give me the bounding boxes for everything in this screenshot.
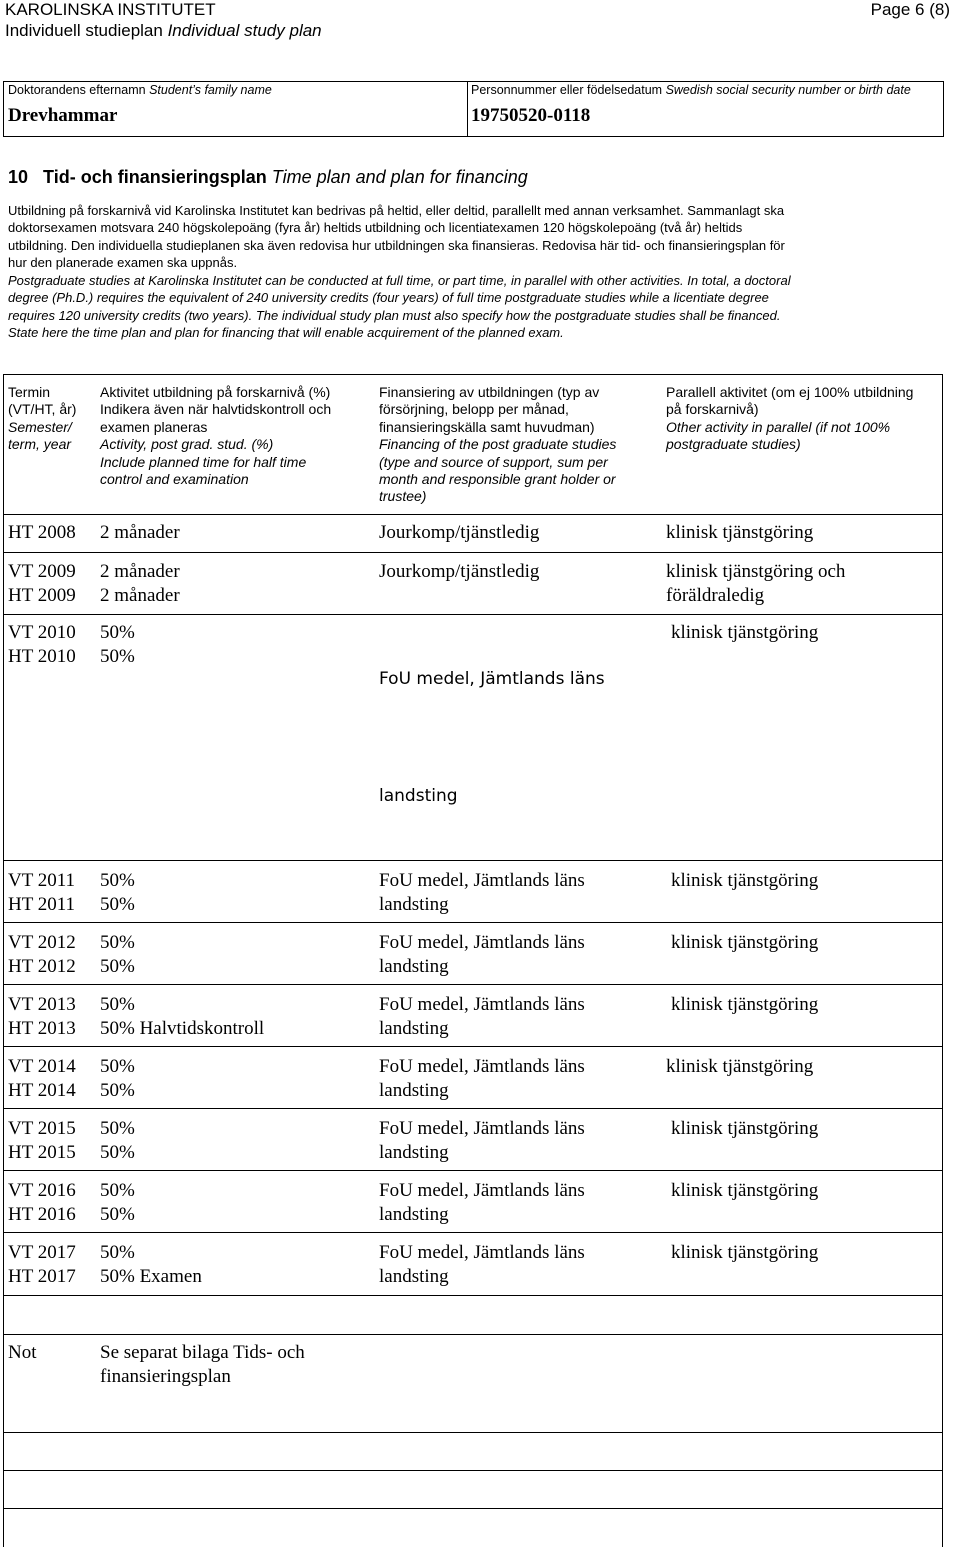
table-rule [3, 922, 942, 923]
column-header-line: Termin [8, 384, 51, 400]
column-header-line: examen planeras [100, 418, 208, 435]
column-header-activity [100, 384, 331, 488]
cell-line: HT 2015 [8, 1142, 76, 1163]
cell-line: VT 2012 [8, 932, 76, 953]
intro-line: hur den planerade examen ska uppnås. [8, 255, 238, 271]
cell-line: FoU medel, Jämtlands läns [379, 1180, 585, 1201]
cell-line: HT 2016 [8, 1204, 76, 1225]
intro-line: requires 120 university credits (two years). The individual study plan must also specify how the postgraduate studies shall be financed. [8, 307, 781, 323]
column-header-line: Include planned time for half time [100, 453, 307, 470]
cell-line: Jourkomp/tjänstledig [379, 561, 540, 582]
cell-line: landsting [379, 1080, 449, 1101]
cell-line: klinisk tjänstgöring [671, 932, 819, 953]
family-name-label: Doktorandens efternamn Student’s family name [8, 83, 272, 97]
cell-line: klinisk tjänstgöring och [666, 561, 846, 582]
cell-line: HT 2010 [8, 646, 76, 667]
table-rule [3, 1334, 942, 1335]
intro-line: doktorsexamen motsvara 240 högskolepoäng (fyra år) heltids utbildning och licentiatexamen 120 högskolepoäng (två år) heltids [8, 220, 743, 236]
cell-line: VT 2013 [8, 994, 76, 1015]
cell-line: VT 2009 [8, 561, 76, 582]
cell-line: HT 2014 [8, 1080, 76, 1101]
table-cell-activity [100, 521, 180, 545]
intro-line: utbildning. Den individuella studieplanen ska även redovisa hur utbildningen ska finansieras. Redovisa här tid- och finansieringsplan för [8, 237, 785, 253]
cell-line: 50% Examen [100, 1266, 202, 1287]
column-header-line: Indikera även när halvtidskontroll och [100, 401, 332, 418]
intro-text-sv [8, 202, 938, 272]
table-cell-financing [379, 1117, 585, 1165]
column-header-term [8, 384, 76, 454]
table-cell-activity [100, 1241, 202, 1289]
cell-line: VT 2011 [8, 870, 76, 891]
column-header-line: Other activity in parallel (if not 100% [666, 418, 891, 435]
note-line: Se separat bilaga Tids- och [100, 1342, 305, 1363]
table-cell-financing [379, 931, 585, 979]
table-rule [3, 1170, 942, 1171]
cell-line: VT 2010 [8, 622, 76, 643]
cell-line: 50% [100, 894, 135, 915]
cell-line: FoU medel, Jämtlands läns [379, 870, 585, 891]
table-cell-activity [100, 1117, 135, 1165]
intro-line: Utbildning på forskarnivå vid Karolinska Institutet kan bedrivas på heltid, eller deltid, parallellt med annan verksamhet. Sammanlagt ska [8, 203, 785, 218]
cell-line: klinisk tjänstgöring [666, 522, 814, 543]
cell-line: FoU medel, Jämtlands läns [379, 1242, 585, 1263]
intro-line: degree (Ph.D.) requires the equivalent of 240 university credits (four years) of full time postgraduate studies while a licentiate degree [8, 290, 769, 306]
table-cell-parallel [666, 560, 845, 608]
table-cell-activity [100, 993, 264, 1041]
table-rule [3, 614, 942, 615]
table-rule [3, 552, 942, 553]
table-cell-activity [100, 869, 135, 917]
pnr-value: 19750520-0118 [471, 105, 591, 126]
cell-line: 2 månader [100, 561, 180, 582]
column-header-line: Activity, post grad. stud. (%) [100, 436, 274, 453]
cell-line: 2 månader [100, 522, 180, 543]
table-cell-activity [100, 560, 180, 608]
cell-line: klinisk tjänstgöring [671, 622, 819, 643]
table-cell-term [8, 931, 76, 979]
column-header-line: Aktivitet utbildning på forskarnivå (%) [100, 384, 331, 400]
table-cell-financing [379, 993, 585, 1041]
cell-line: 50% [100, 956, 135, 977]
table-border [942, 374, 943, 1547]
table-cell-term [8, 1117, 76, 1165]
cell-line: klinisk tjänstgöring [666, 1056, 814, 1077]
cell-line: 2 månader [100, 585, 180, 606]
intro-text-en [8, 272, 938, 342]
column-header-line: Finansiering av utbildningen (typ av [379, 384, 600, 400]
column-header-line: (type and source of support, sum per [379, 453, 608, 470]
cell-line: VT 2016 [8, 1180, 76, 1201]
table-cell-parallel [671, 1241, 818, 1265]
column-header-line: Semester/ [8, 418, 72, 435]
column-header-line: control and examination [100, 471, 249, 488]
cell-line: landsting [379, 1204, 449, 1225]
column-header-financing [379, 384, 616, 506]
table-cell-financing [379, 1055, 585, 1103]
cell-line: Jourkomp/tjänstledig [379, 522, 540, 543]
cell-line: FoU medel, Jämtlands läns [379, 1118, 585, 1139]
cell-line: 50% [100, 1204, 135, 1225]
cell-line: 50% [100, 932, 135, 953]
table-cell-financing: FoU medel, Jämtlands läns [379, 669, 605, 689]
table-rule [3, 860, 942, 861]
cell-line: klinisk tjänstgöring [671, 870, 819, 891]
table-cell-parallel [671, 993, 818, 1017]
table-border [3, 374, 4, 1547]
table-rule [3, 1232, 942, 1233]
cell-line: landsting [379, 1018, 449, 1039]
table-rule [3, 1108, 942, 1109]
cell-line: landsting [379, 1142, 449, 1163]
column-header-line: försörjning, belopp per månad, [379, 401, 569, 418]
cell-line: landsting [379, 1266, 449, 1287]
cell-line: HT 2009 [8, 585, 76, 606]
institution-name: KAROLINSKA INSTITUTET [5, 0, 216, 19]
table-cell-financing [379, 1179, 585, 1227]
column-header-line: på forskarnivå) [666, 401, 759, 418]
cell-line: klinisk tjänstgöring [671, 1242, 819, 1263]
cell-line: klinisk tjänstgöring [671, 994, 819, 1015]
column-header-line: (VT/HT, år) [8, 401, 77, 418]
intro-line: State here the time plan and plan for financing that will enable acquirement of the planned exam. [8, 325, 564, 341]
table-rule [3, 1508, 942, 1509]
cell-line: 50% [100, 1118, 135, 1139]
document-title-en: Individual study plan [167, 21, 322, 40]
cell-line: 50% [100, 646, 135, 667]
table-cell-activity [100, 621, 135, 669]
cell-line: klinisk tjänstgöring [671, 1118, 819, 1139]
cell-line: 50% [100, 622, 135, 643]
table-cell-term [8, 869, 75, 917]
table-rule [3, 1295, 942, 1296]
column-header-line: month and responsible grant holder or [379, 471, 616, 488]
cell-line: VT 2017 [8, 1242, 76, 1263]
table-cell-activity [100, 1055, 135, 1103]
table-cell-parallel [666, 521, 813, 545]
cell-line: 50% [100, 1056, 135, 1077]
cell-line: 50% [100, 994, 135, 1015]
cell-line: VT 2015 [8, 1118, 76, 1139]
cell-line: HT 2012 [8, 956, 76, 977]
cell-line: 50% [100, 870, 135, 891]
page-number: Page 6 (8) [870, 0, 950, 19]
cell-line: 50% [100, 1180, 135, 1201]
cell-line: 50% Halvtidskontroll [100, 1018, 265, 1039]
note-text [100, 1341, 305, 1389]
table-rule [3, 1432, 942, 1433]
table-cell-parallel [666, 1055, 813, 1079]
cell-line: VT 2014 [8, 1056, 76, 1077]
table-cell-financing: landsting [379, 786, 458, 806]
table-cell-financing [379, 869, 585, 917]
cell-line: 50% [100, 1080, 135, 1101]
table-cell-parallel [671, 621, 818, 645]
table-cell-term [8, 1055, 76, 1103]
intro-line: Postgraduate studies at Karolinska Institutet can be conducted at full time, or part time, in parallel with other activities. In total, a doctoral [8, 273, 791, 288]
family-name-value: Drevhammar [8, 105, 118, 126]
table-cell-term [8, 560, 76, 608]
document-title [5, 21, 322, 41]
table-rule [3, 1046, 942, 1047]
note-line: finansieringsplan [100, 1366, 231, 1387]
table-rule [3, 514, 942, 515]
table-cell-parallel [671, 1117, 818, 1141]
section-title: 10 Tid- och finansieringsplan Time plan and plan for financing [8, 167, 528, 187]
cell-line: 50% [100, 1142, 135, 1163]
table-cell-parallel [671, 869, 818, 893]
cell-line: HT 2017 [8, 1266, 76, 1287]
table-cell-parallel [671, 931, 818, 955]
cell-line: FoU medel, Jämtlands läns [379, 1056, 585, 1077]
column-header-parallel [666, 384, 913, 454]
cell-line: klinisk tjänstgöring [671, 1180, 819, 1201]
column-header-line: postgraduate studies) [666, 436, 801, 453]
table-cell-financing [379, 560, 539, 584]
pnr-label: Personnummer eller födelsedatum Swedish social security number or birth date [471, 83, 911, 97]
table-cell-term [8, 1179, 76, 1227]
table-cell-term [8, 993, 76, 1041]
document-title-sv: Individuell studieplan [5, 21, 163, 40]
table-rule [3, 1470, 942, 1471]
column-header-line: trustee) [379, 488, 427, 505]
cell-line: 50% [100, 1242, 135, 1263]
table-cell-activity [100, 931, 135, 979]
table-cell-financing [379, 1241, 585, 1289]
column-header-line: term, year [8, 436, 72, 453]
note-label: Not [8, 1342, 37, 1363]
column-header-line: finansieringskälla samt huvudman) [379, 418, 595, 435]
table-rule [3, 984, 942, 985]
column-header-line: Parallell aktivitet (om ej 100% utbildning [666, 384, 914, 400]
cell-line: HT 2011 [8, 894, 76, 915]
cell-line: HT 2013 [8, 1018, 76, 1039]
cell-line: landsting [379, 956, 449, 977]
column-header-line: Financing of the post graduate studies [379, 436, 617, 453]
cell-line: föräldraledig [666, 585, 765, 606]
table-rule [3, 374, 942, 375]
cell-line: HT 2008 [8, 522, 76, 543]
cell-line: FoU medel, Jämtlands läns [379, 994, 585, 1015]
table-cell-activity [100, 1179, 135, 1227]
table-cell-parallel [671, 1179, 818, 1203]
table-cell-term [8, 621, 76, 669]
table-cell-term [8, 1241, 76, 1289]
cell-line: FoU medel, Jämtlands läns [379, 932, 585, 953]
table-cell-term [8, 521, 76, 545]
cell-line: landsting [379, 894, 449, 915]
table-cell-financing [379, 521, 539, 545]
